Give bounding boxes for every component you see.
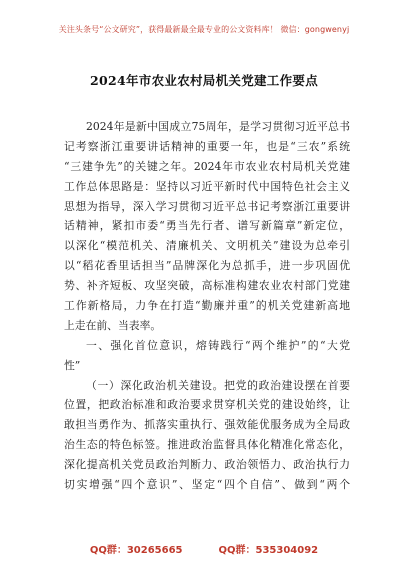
section-heading-line: 性” xyxy=(64,358,81,372)
paragraph-line: 记考察浙江重要讲话精神的重要一年，也是“三农”系统 xyxy=(64,139,350,153)
footer-contact xyxy=(0,541,408,556)
paragraph-line: 工作新格局，力争在打造“勤廉并重”的机关党建新高地 xyxy=(64,299,350,313)
paragraph-line: 治生态的特色标签。推进政治监督具体化精准化常态化， xyxy=(64,438,350,452)
paragraph-line: 思想为指导，深入学习贯彻习近平总书记考察浙江重要讲 xyxy=(64,199,350,213)
paragraph-line: 以“稻花香里话担当”品牌深化为总抓手，进一步巩固优 xyxy=(64,259,350,273)
document-body xyxy=(64,117,350,495)
section-heading-line: 一、强化首位意识，熔铸践行“两个维护”的“大党 xyxy=(86,338,350,352)
paragraph-line: 话精神，紧扣市委“勇当先行者、谱写新篇章”新定位， xyxy=(64,219,350,233)
paragraph-line: 位置，把政治标准和政治要求贯穿机关党的建设始终，让 xyxy=(64,398,350,412)
document-title: 2024年市农业农村局机关党建工作要点 xyxy=(90,73,318,88)
paragraph-line: “三建争先”的关键之年。2024年市农业农村局机关党建 xyxy=(64,159,350,173)
paragraph-line: 2024年是新中国成立75周年，是学习贯彻习近平总书 xyxy=(86,120,350,133)
paragraph-line: 工作总体思路是：坚持以习近平新时代中国特色社会主义 xyxy=(64,179,350,193)
header-notice: 关注头条号“公文研究”，获得最新最全最专业的公文资料库！ 微信：gongwenyj xyxy=(58,25,350,34)
paragraph-line: 敢担当勇作为、抓落实重执行、强效能优服务成为全局政 xyxy=(64,418,350,432)
footer-qq-group-1: QQ群：30265665 xyxy=(89,545,183,556)
paragraph-line: 以深化“模范机关、清廉机关、文明机关”建设为总牵引 xyxy=(64,239,350,253)
paragraph-line: 上走在前、当表率。 xyxy=(64,318,162,332)
footer-qq-group-2: QQ群：535304092 xyxy=(218,545,319,556)
paragraph-line: （一）深化政治机关建设。把党的政治建设摆在首要 xyxy=(86,378,350,392)
paragraph-line: 势、补齐短板、攻坚突破，高标准构建农业农村部门党建 xyxy=(64,279,350,293)
paragraph-line: 切实增强“四个意识”、坚定“四个自信”、做到“两个 xyxy=(64,478,350,492)
paragraph-line: 深化提高机关党员政治判断力、政治领悟力、政治执行力 xyxy=(64,458,350,472)
